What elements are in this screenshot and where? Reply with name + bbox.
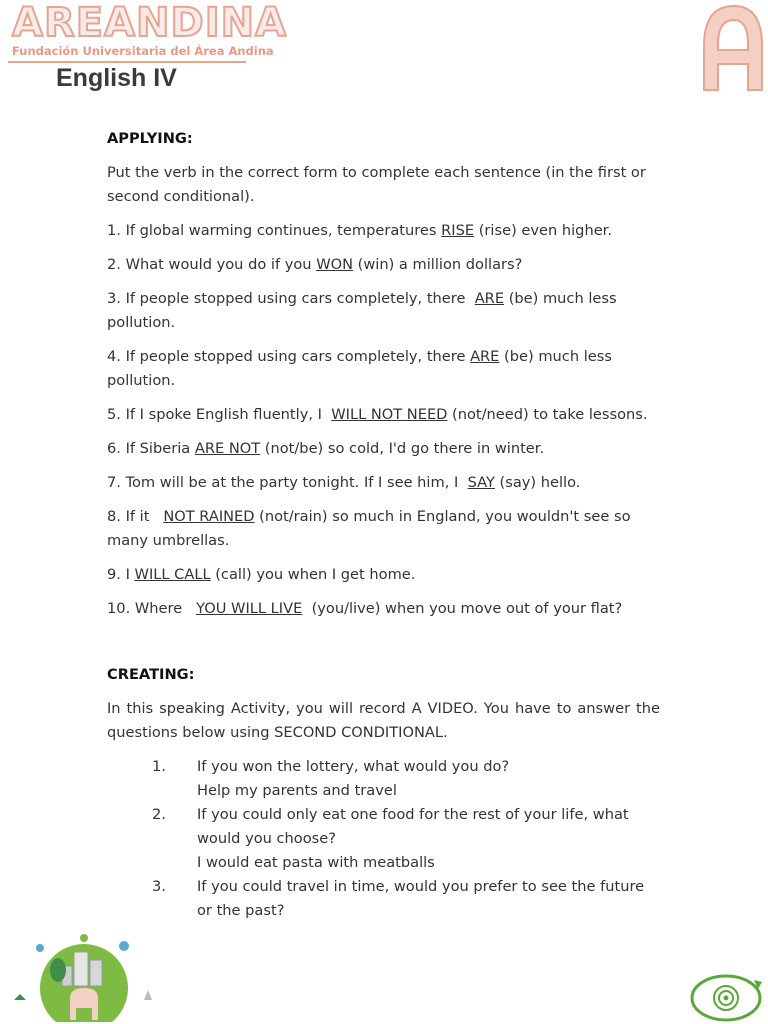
item-text: (not/need) to take lessons.	[447, 406, 648, 423]
item-text: (you/live) when you move out of your flat?	[302, 600, 623, 617]
worksheet-content	[107, 127, 660, 923]
item-text: 4. If people stopped using cars completely, there	[107, 348, 471, 365]
item-text: (say) hello.	[494, 474, 581, 491]
question-item-2	[107, 803, 660, 875]
question-answer: I would eat pasta with meatballs	[197, 854, 435, 871]
item-answer: ARE	[470, 348, 500, 365]
question-item-3	[107, 875, 660, 923]
item-text: (be) much less pollution.	[107, 290, 617, 331]
item-answer: ARE NOT	[194, 440, 261, 457]
item-answer: RISE	[441, 222, 475, 239]
exercise-item-6	[107, 437, 660, 461]
question-list	[107, 755, 660, 923]
item-text: 1. If global warming continues, temperatures	[107, 222, 442, 239]
item-answer: WON	[316, 256, 354, 273]
applying-heading: APPLYING:	[107, 130, 193, 147]
item-answer: ARE	[474, 290, 505, 307]
exercise-item-10	[107, 597, 660, 621]
applying-instructions: Put the verb in the correct form to complete each sentence (in the first or second conditional).	[107, 164, 646, 205]
item-text: 8. If it	[107, 508, 164, 525]
exercise-item-2	[107, 253, 660, 277]
recycle-fingerprint-icon	[688, 968, 766, 1024]
item-text: 10. Where	[107, 600, 197, 617]
item-text: (be) much less pollution.	[107, 348, 612, 389]
question-text: If you won the lottery, what would you do?	[197, 758, 510, 775]
section-spacer	[107, 631, 660, 663]
question-item-1	[107, 755, 660, 803]
question-number: 2.	[152, 806, 166, 823]
item-text: (call) you when I get home.	[210, 566, 416, 583]
item-text: (not/rain) so much in England, you wouldn't see so many umbrellas.	[107, 508, 631, 549]
item-answer: YOU WILL LIVE	[196, 600, 303, 617]
question-answer: Help my parents and travel	[197, 782, 397, 799]
exercise-item-8	[107, 505, 660, 553]
item-text: (win) a million dollars?	[353, 256, 523, 273]
item-text: 3. If people stopped using cars completely, there	[107, 290, 475, 307]
creating-heading: CREATING:	[107, 666, 195, 683]
item-text: 2. What would you do if you	[107, 256, 317, 273]
item-answer: SAY	[467, 474, 495, 491]
item-text: 6. If Siberia	[107, 440, 195, 457]
course-title: English IV	[56, 64, 177, 92]
question-text: If you could travel in time, would you prefer to see the future or the past?	[197, 878, 645, 919]
question-number: 1.	[152, 758, 166, 775]
item-text: (rise) even higher.	[474, 222, 612, 239]
item-text: (not/be) so cold, I'd go there in winter.	[260, 440, 545, 457]
item-text: 9. I	[107, 566, 135, 583]
exercise-item-9	[107, 563, 660, 587]
question-number: 3.	[152, 878, 166, 895]
exercise-item-5	[107, 403, 660, 427]
item-text: 5. If I spoke English fluently, I	[107, 406, 332, 423]
brand-subtitle: Fundación Universitaria del Área Andina	[12, 44, 274, 58]
item-answer: WILL NOT NEED	[331, 406, 448, 423]
creating-instructions: In this speaking Activity, you will record A VIDEO. You have to answer the questions below using SECOND CONDITIONAL.	[107, 700, 660, 741]
exercise-item-1	[107, 219, 660, 243]
exercise-item-4	[107, 345, 660, 393]
item-text: 7. Tom will be at the party tonight. If I see him, I	[107, 474, 468, 491]
exercise-item-7	[107, 471, 660, 495]
item-answer: NOT RAINED	[163, 508, 255, 525]
header-divider	[8, 61, 246, 63]
exercise-item-3	[107, 287, 660, 335]
question-text: If you could only eat one food for the rest of your life, what would you choose?	[197, 806, 629, 847]
brand-logo-text: AREANDINA	[12, 0, 288, 46]
eco-city-illustration-icon	[6, 930, 166, 1022]
brand-a-logo-icon	[696, 0, 768, 96]
item-answer: WILL CALL	[134, 566, 211, 583]
